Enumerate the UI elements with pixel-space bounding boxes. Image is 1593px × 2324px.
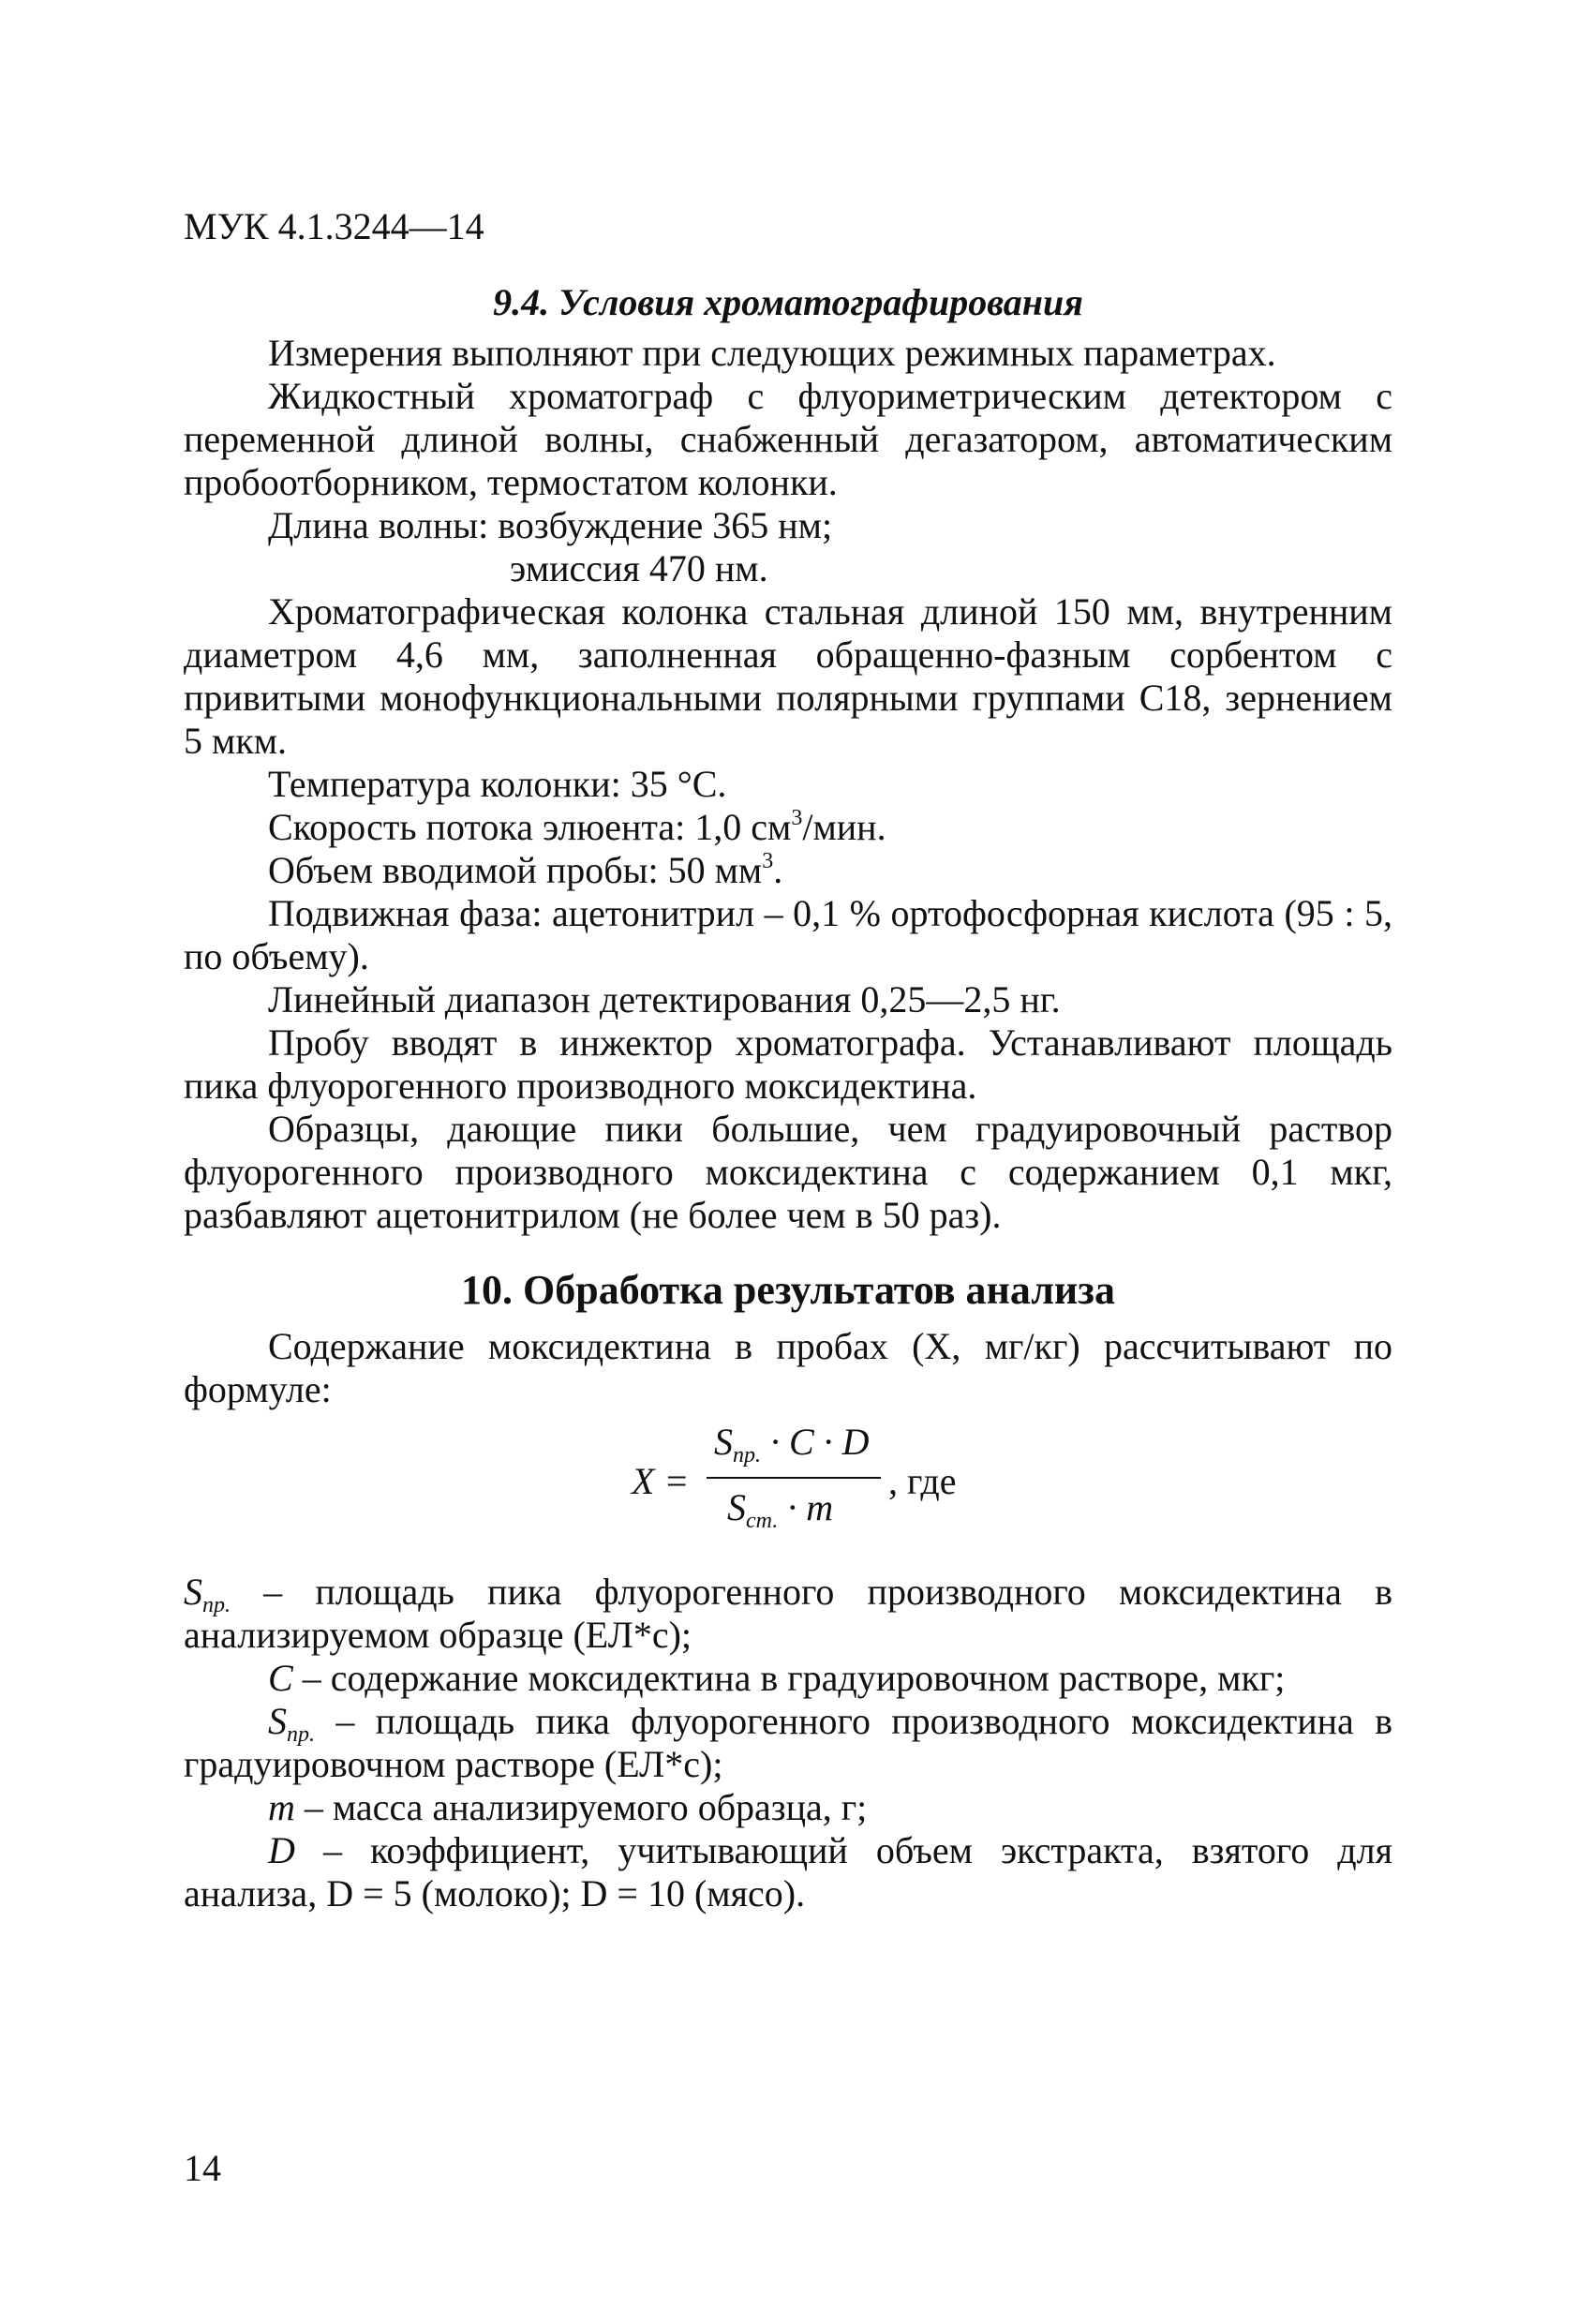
paragraph: Длина волны: возбуждение 365 нм; — [268, 504, 833, 546]
def-text: – площадь пика флуорогенного производного моксидектина в градуировочном растворе (ЕЛ*с); — [184, 1700, 1392, 1785]
def-text: – площадь пика флуорогенного производного моксидектина в анализируемом образце (ЕЛ*с); — [184, 1571, 1392, 1656]
definition-item — [184, 1700, 1392, 1786]
formula-lhs: X = — [632, 1460, 690, 1502]
formula-numerator — [714, 1421, 870, 1467]
text-run: Скорость потока элюента: 1,0 см — [268, 806, 792, 848]
definition-item — [184, 1786, 1392, 1829]
def-subscript: пр. — [202, 1593, 231, 1617]
text-run: /мин. — [802, 806, 886, 848]
def-symbol: S — [184, 1571, 202, 1613]
def-symbol: C — [268, 1657, 293, 1699]
superscript: 3 — [791, 806, 803, 830]
paragraph: Образцы, дающие пики большие, чем градуировочный раствор флуорогенного производного моксидектина с содержанием 0,1 мкг, разбавляют ацетонитрилом (не более чем в 50 раз). — [184, 1108, 1392, 1236]
def-subscript: пр. — [287, 1722, 315, 1747]
paragraph: эмиссия 470 нм. — [510, 547, 768, 589]
definition-item — [184, 1571, 1392, 1657]
paragraph: Подвижная фаза: ацетонитрил – 0,1 % ортофосфорная кислота (95 : 5, по объему). — [184, 892, 1392, 977]
formula-denominator — [727, 1486, 834, 1533]
formula-subscript: пр. — [733, 1443, 761, 1467]
section-10-heading: 10. Обработка результатов анализа — [461, 1267, 1115, 1313]
text-run: Объем вводимой пробы: 50 мм — [268, 849, 763, 891]
definition-item — [184, 1829, 1392, 1915]
paragraph — [184, 849, 1392, 892]
paragraph: Хроматографическая колонка стальная длиной 150 мм, внутренним диаметром 4,6 мм, заполненная обращенно-фазным сорбентом с привитыми монофункциональными полярными группами С18, зернением 5 мкм. — [184, 590, 1392, 762]
formula-symbol: S — [714, 1421, 733, 1463]
definition-item — [184, 1657, 1392, 1700]
paragraph: Температура колонки: 35 °С. — [268, 763, 727, 805]
text-run: . — [773, 849, 783, 891]
def-text: – содержание моксидектина в градуировочном растворе, мкг; — [292, 1657, 1286, 1699]
page-content — [184, 281, 1392, 1915]
def-symbol: D — [268, 1829, 295, 1871]
page-number: 14 — [184, 2147, 221, 2189]
paragraph: Линейный диапазон детектирования 0,25—2,5 нг. — [268, 978, 1061, 1020]
def-text: – масса анализируемого образца, г; — [294, 1786, 868, 1828]
fraction-bar — [707, 1477, 881, 1479]
def-symbol: S — [268, 1700, 287, 1742]
formula-text: · C · D — [761, 1421, 870, 1463]
formula-symbol: S — [727, 1486, 746, 1528]
formula-subscript: ст. — [746, 1509, 779, 1533]
superscript: 3 — [762, 849, 774, 873]
section-9-4-heading: 9.4. Условия хроматографирования — [493, 281, 1083, 323]
formula-tail: , где — [888, 1460, 957, 1502]
formula-text: · m — [778, 1486, 834, 1528]
paragraph: Содержание моксидектина в пробах (X, мг/кг) рассчитывают по формуле: — [184, 1325, 1392, 1410]
formula — [184, 1415, 1392, 1546]
paragraph: Измерения выполняют при следующих режимных параметрах. — [268, 332, 1276, 374]
paragraph — [184, 806, 1392, 849]
def-symbol: m — [268, 1786, 295, 1828]
document-id-header: МУК 4.1.3244—14 — [184, 205, 484, 247]
def-text: – коэффициент, учитывающий объем экстракта, взятого для анализа, D = 5 (молоко); D = 10 (мясо). — [184, 1829, 1392, 1914]
paragraph: Пробу вводят в инжектор хроматографа. Устанавливают площадь пика флуорогенного производного моксидектина. — [184, 1021, 1392, 1107]
paragraph: Жидкостный хроматограф с флуориметрическим детектором с переменной длиной волны, снабженный дегазатором, автоматическим пробоотборником, термостатом колонки. — [184, 375, 1392, 503]
